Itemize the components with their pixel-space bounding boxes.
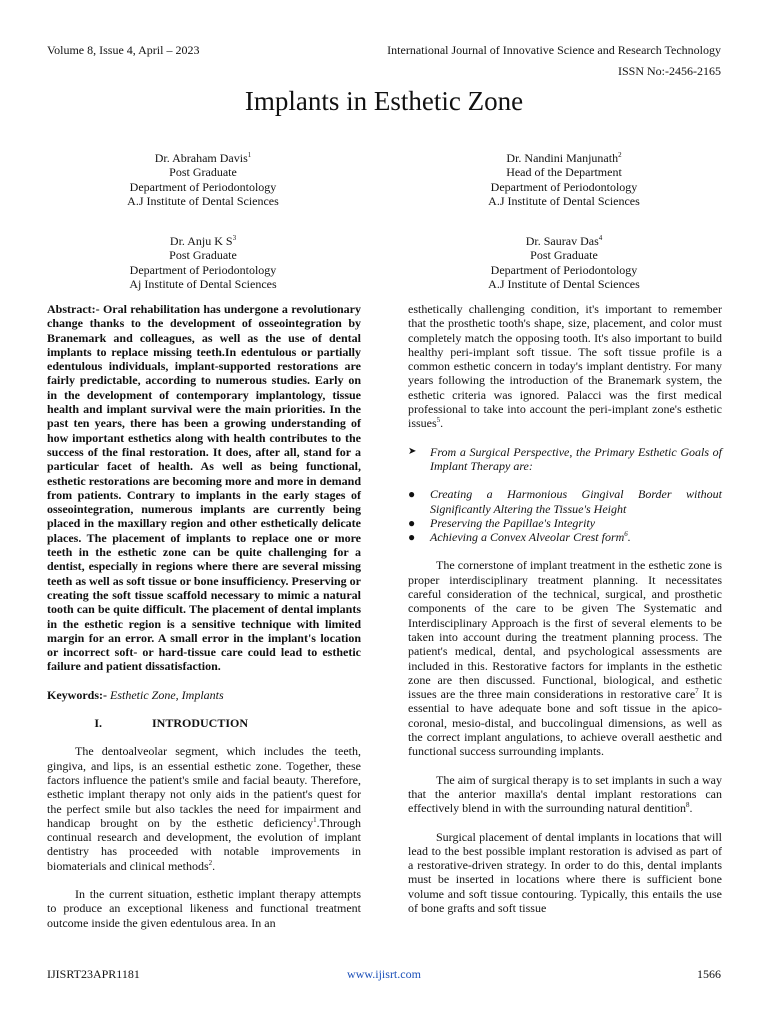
author-role: Post Graduate <box>530 248 598 263</box>
list-item: ● Achieving a Convex Alveolar Crest form$^6$. <box>408 530 631 545</box>
issn: ISSN No:-2456-2165 <box>617 64 721 78</box>
author-role: Post Graduate <box>169 165 237 180</box>
page-number: 1566 <box>697 967 721 981</box>
author-block-4 <box>414 231 714 291</box>
intro-paragraph-2: In the current situation, esthetic implant therapy attempts to produce an exceptional likeness and functional treatment outcome inside the given edentulous area. In an <box>47 886 361 930</box>
right-paragraph-3: The aim of surgical therapy is to set implants in such a way that the anterior maxilla's dental implant restorations can effectively blend in with the surrounding natural dentition$^8$. <box>408 772 722 816</box>
bullet-icon: ● <box>408 515 416 530</box>
arrow-icon: ➤ <box>408 445 417 457</box>
author-dept: Department of Periodontology <box>129 262 277 277</box>
author-dept: Department of Periodontology <box>490 179 638 194</box>
author-name: Dr. Anju K $S^3$ <box>169 234 237 248</box>
volume-info: Volume 8, Issue 4, April – 2023 <box>47 43 200 57</box>
list-item: ● Creating a Harmonious Gingival Border without Significantly Altering the Tissue's Height <box>408 487 722 516</box>
author-inst: A.J Institute of Dental Sciences <box>488 193 640 208</box>
author-block-1 <box>53 148 353 208</box>
author-role: Head of the Department <box>506 165 622 180</box>
arrow-list-item <box>408 445 722 474</box>
right-paragraph-2: The cornerstone of implant treatment in the esthetic zone is proper interdisciplinary treatment planning. It necessitates careful consideration of the technical, surgical, and prosthetic components of the care to be given The Systematic and Interdisciplinary Approach is the first of several elements to be taken into account during the treatment planning process. The patient's medical, dental, and psychological assessments are included in this. Restorative factors for implants in the esthetic zone are then discussed. Functional, biological, and esthetic issues are the three main considerations in restorative care$^7$ It is essential to have adequate bone and soft tissue in the apico-coronal, mesio-distal, and buccolingual dimensions, as well as the correct implant angulations, to achieve overall aesthetic and functional success surrounding implants. <box>408 558 722 759</box>
author-role: Post Graduate <box>169 248 237 263</box>
right-paragraph-4: Surgical placement of dental implants in locations that will lead to the best possible implant restoration is advised as part of a restorative-driven strategy. In order to do this, dental implants must be inserted in locations where there is sufficient bone volume and soft tissue contouring. Typically, this entails the use of bone grafts and soft tissue <box>408 829 722 915</box>
arrow-heading-text: From a Surgical Perspective, the Primary Esthetic Goals of Implant Therapy are: <box>430 444 722 473</box>
paper-title: Implants in Esthetic Zone <box>244 86 524 116</box>
author-inst: Aj Institute of Dental Sciences <box>129 276 277 291</box>
goal-list <box>408 487 722 544</box>
author-inst: A.J Institute of Dental Sciences <box>127 193 279 208</box>
author-dept: Department of Periodontology <box>129 179 277 194</box>
abstract: Abstract:- Oral rehabilitation has undergone a revolutionary change thanks to the development of osseointegration by Branemark and colleagues, as well as the use of dental implants to replace missing teeth.In edentulous or partially edentulous individuals, implant-supported restorations are fairly predictable, according to numerous studies. Early on in the development of contemporary implantology, tissue health and implant survival were the main priorities. In the past ten years, there has been a growing understanding of how important esthetics along with health contributes to the success of the final restoration. It does, after all, stand for a particular facet of health. As well as being functional, esthetic restorations are becoming more and more in demand from patients. Contrary to implants in the early stages of osseointegration, numerous implants are currently being placed in the maxillary region and other esthetically delicate places. The placement of implants to replace one or more teeth in the esthetic zone can be quite challenging for a dentist, especially in regions where there are several missing teeth as well as soft tissue or bone insufficiency. Preserving or creating the soft tissue scaffold necessary to mimic a natural tooth can be quite difficult. The placement of dental implants in the esthetic region is a sensitive technique with limited margin for an error. A small error in the implant's location or incorrect soft- or hard-tissue care could lead to esthetic failure and patient dissatisfaction. <box>47 302 361 674</box>
author-block-3 <box>53 231 353 291</box>
section-heading: I. INTRODUCTION <box>94 716 249 731</box>
journal-name: International Journal of Innovative Science and Research Technology <box>387 43 721 57</box>
right-paragraph-1: esthetically challenging condition, it's important to remember that the prosthetic tooth's shape, size, placement, and color must completely match the opposing tooth. It's also important to build healthy peri-implant soft tissue. The soft tissue profile is a common esthetic concern in today's implant dentistry. For many years following the introduction of the Branemark system, the esthetic criteria was ignored. Palacci was the first medical professional to take into account the peri-implant zone's esthetic issues$^5$. <box>408 302 722 431</box>
author-name: Dr. Saurav Das$^4$ <box>525 234 603 248</box>
author-inst: A.J Institute of Dental Sciences <box>488 276 640 291</box>
left-column <box>47 302 361 930</box>
intro-paragraph-1: The dentoalveolar segment, which includes the teeth, gingiva, and lips, is an essential esthetic zone. Together, these factors influence the patient's smile and facial beauty. Therefore, esthetic implant therapy not only aids in the patient's quest for the perfect smile but also tackles the need for impairment and handicap brought on by the esthetic deficiency$^1$.Through continual research and development, the evolution of implant dentistry has proceeded with notable improvements in biomaterials and clinical methods$^2$. <box>47 744 361 873</box>
paper-id: IJISRT23APR1181 <box>47 967 140 981</box>
bullet-icon: ● <box>408 487 416 502</box>
list-item: ● Preserving the Papillae's Integrity <box>408 515 596 530</box>
author-dept: Department of Periodontology <box>490 262 638 277</box>
bullet-icon: ● <box>408 530 416 545</box>
author-name: Dr. Nandini Manjunath$^2$ <box>506 151 622 165</box>
keywords: Keywords:- Esthetic Zone, Implants <box>47 687 224 702</box>
journal-url-link[interactable]: www.ijisrt.com <box>347 967 421 981</box>
author-name: Dr. Abraham Davis$^1$ <box>154 151 252 165</box>
author-block-2 <box>414 148 714 208</box>
right-column <box>408 302 722 915</box>
